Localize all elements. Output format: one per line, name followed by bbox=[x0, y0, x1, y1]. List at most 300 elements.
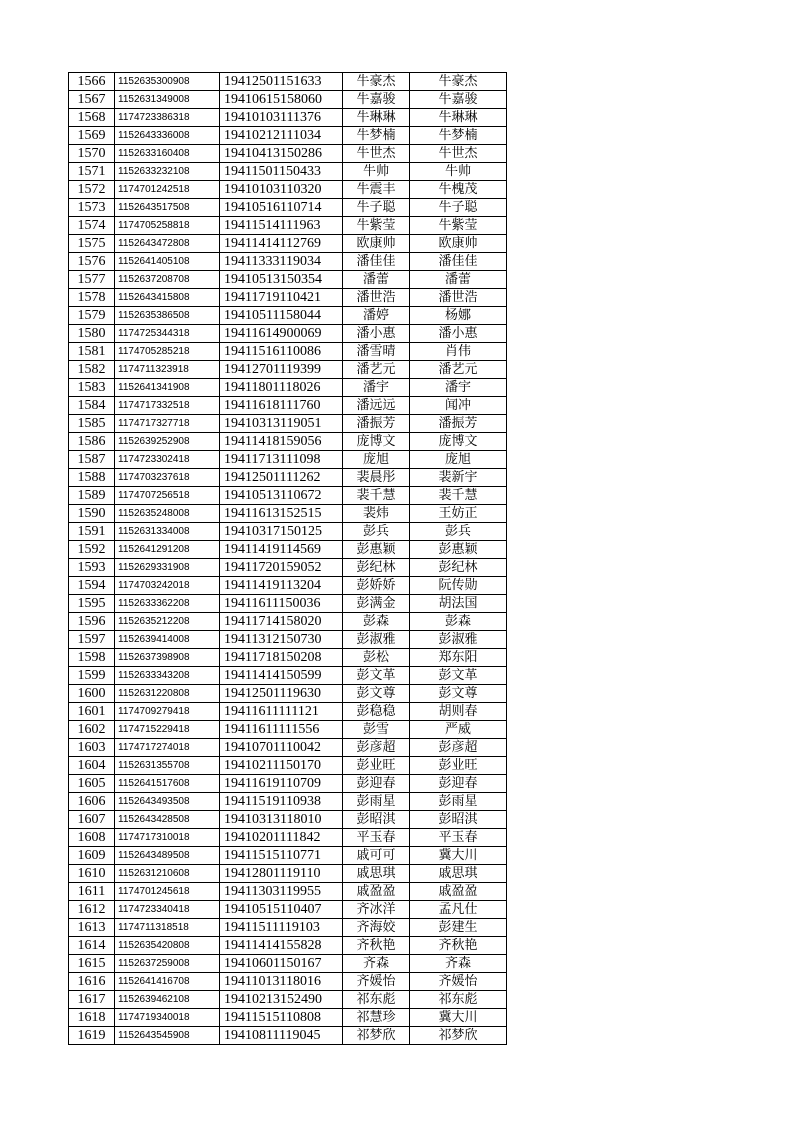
alt-name-cell: 庞博文 bbox=[410, 433, 507, 451]
name-cell: 彭稳稳 bbox=[343, 703, 410, 721]
alt-name-cell: 齐秋艳 bbox=[410, 937, 507, 955]
code-cell: 1174717310018 bbox=[115, 829, 220, 847]
table-row bbox=[69, 883, 507, 901]
code-cell: 1152631355708 bbox=[115, 757, 220, 775]
table-row bbox=[69, 649, 507, 667]
code-cell: 1174719340018 bbox=[115, 1009, 220, 1027]
name-cell: 戚盈盈 bbox=[343, 883, 410, 901]
name-cell: 潘婷 bbox=[343, 307, 410, 325]
code-cell: 1152643517508 bbox=[115, 199, 220, 217]
alt-name-cell: 彭森 bbox=[410, 613, 507, 631]
seq-number-cell: 1583 bbox=[69, 379, 115, 397]
seq-number-cell: 1587 bbox=[69, 451, 115, 469]
exam-number-cell: 19410511158044 bbox=[220, 307, 343, 325]
exam-number-cell: 19410211150170 bbox=[220, 757, 343, 775]
alt-name-cell: 彭建生 bbox=[410, 919, 507, 937]
name-cell: 戚可可 bbox=[343, 847, 410, 865]
seq-number-cell: 1577 bbox=[69, 271, 115, 289]
code-cell: 1174717327718 bbox=[115, 415, 220, 433]
code-cell: 1174701242518 bbox=[115, 181, 220, 199]
exam-number-cell: 19412501151633 bbox=[220, 73, 343, 91]
alt-name-cell: 潘宇 bbox=[410, 379, 507, 397]
alt-name-cell: 平玉春 bbox=[410, 829, 507, 847]
alt-name-cell: 裴新宇 bbox=[410, 469, 507, 487]
code-cell: 1174703242018 bbox=[115, 577, 220, 595]
alt-name-cell: 祁梦欣 bbox=[410, 1027, 507, 1045]
code-cell: 1152641405108 bbox=[115, 253, 220, 271]
seq-number-cell: 1617 bbox=[69, 991, 115, 1009]
table-row bbox=[69, 343, 507, 361]
exam-number-cell: 19411312150730 bbox=[220, 631, 343, 649]
name-cell: 齐森 bbox=[343, 955, 410, 973]
table-row bbox=[69, 433, 507, 451]
seq-number-cell: 1615 bbox=[69, 955, 115, 973]
name-cell: 裴千慧 bbox=[343, 487, 410, 505]
table-row bbox=[69, 901, 507, 919]
exam-number-cell: 19411418159056 bbox=[220, 433, 343, 451]
table-row bbox=[69, 667, 507, 685]
exam-number-cell: 19410103110320 bbox=[220, 181, 343, 199]
alt-name-cell: 彭纪林 bbox=[410, 559, 507, 577]
code-cell: 1174709279418 bbox=[115, 703, 220, 721]
exam-number-cell: 19410413150286 bbox=[220, 145, 343, 163]
exam-number-cell: 19411713111098 bbox=[220, 451, 343, 469]
seq-number-cell: 1611 bbox=[69, 883, 115, 901]
table-row bbox=[69, 811, 507, 829]
table-row bbox=[69, 559, 507, 577]
name-cell: 潘宇 bbox=[343, 379, 410, 397]
table-row bbox=[69, 91, 507, 109]
table-row bbox=[69, 199, 507, 217]
code-cell: 1174705285218 bbox=[115, 343, 220, 361]
alt-name-cell: 牛槐茂 bbox=[410, 181, 507, 199]
name-cell: 祁梦欣 bbox=[343, 1027, 410, 1045]
seq-number-cell: 1608 bbox=[69, 829, 115, 847]
seq-number-cell: 1595 bbox=[69, 595, 115, 613]
code-cell: 1152639252908 bbox=[115, 433, 220, 451]
name-cell: 彭松 bbox=[343, 649, 410, 667]
code-cell: 1152643493508 bbox=[115, 793, 220, 811]
seq-number-cell: 1598 bbox=[69, 649, 115, 667]
table-row bbox=[69, 541, 507, 559]
seq-number-cell: 1616 bbox=[69, 973, 115, 991]
exam-number-cell: 19411013118016 bbox=[220, 973, 343, 991]
exam-number-cell: 19411501150433 bbox=[220, 163, 343, 181]
seq-number-cell: 1602 bbox=[69, 721, 115, 739]
exam-number-cell: 19411515110771 bbox=[220, 847, 343, 865]
exam-number-cell: 19411414112769 bbox=[220, 235, 343, 253]
name-cell: 祁东彪 bbox=[343, 991, 410, 1009]
table-row bbox=[69, 379, 507, 397]
code-cell: 1152635300908 bbox=[115, 73, 220, 91]
code-cell: 1152641416708 bbox=[115, 973, 220, 991]
code-cell: 1174717274018 bbox=[115, 739, 220, 757]
seq-number-cell: 1576 bbox=[69, 253, 115, 271]
exam-number-cell: 19411303119955 bbox=[220, 883, 343, 901]
name-cell: 彭彦超 bbox=[343, 739, 410, 757]
exam-number-cell: 19410513110672 bbox=[220, 487, 343, 505]
table-row bbox=[69, 865, 507, 883]
code-cell: 1152643336008 bbox=[115, 127, 220, 145]
name-cell: 彭娇娇 bbox=[343, 577, 410, 595]
code-cell: 1174701245618 bbox=[115, 883, 220, 901]
code-cell: 1152643428508 bbox=[115, 811, 220, 829]
name-cell: 潘雪晴 bbox=[343, 343, 410, 361]
table-row bbox=[69, 757, 507, 775]
name-cell: 彭惠颖 bbox=[343, 541, 410, 559]
exam-number-cell: 19411801118026 bbox=[220, 379, 343, 397]
seq-number-cell: 1612 bbox=[69, 901, 115, 919]
exam-number-cell: 19411611150036 bbox=[220, 595, 343, 613]
table-row bbox=[69, 793, 507, 811]
alt-name-cell: 彭彦超 bbox=[410, 739, 507, 757]
alt-name-cell: 牛帅 bbox=[410, 163, 507, 181]
alt-name-cell: 郑东阳 bbox=[410, 649, 507, 667]
exam-number-cell: 19411714158020 bbox=[220, 613, 343, 631]
table-row bbox=[69, 721, 507, 739]
name-cell: 牛豪杰 bbox=[343, 73, 410, 91]
table-row bbox=[69, 469, 507, 487]
exam-number-cell: 19412801119110 bbox=[220, 865, 343, 883]
table-row bbox=[69, 505, 507, 523]
seq-number-cell: 1585 bbox=[69, 415, 115, 433]
table-row bbox=[69, 109, 507, 127]
seq-number-cell: 1607 bbox=[69, 811, 115, 829]
table-row bbox=[69, 685, 507, 703]
name-cell: 彭森 bbox=[343, 613, 410, 631]
seq-number-cell: 1599 bbox=[69, 667, 115, 685]
exam-number-cell: 19410103111376 bbox=[220, 109, 343, 127]
name-cell: 齐冰洋 bbox=[343, 901, 410, 919]
name-cell: 彭雪 bbox=[343, 721, 410, 739]
name-cell: 潘艺元 bbox=[343, 361, 410, 379]
table-row bbox=[69, 127, 507, 145]
code-cell: 1174723340418 bbox=[115, 901, 220, 919]
seq-number-cell: 1588 bbox=[69, 469, 115, 487]
exam-number-cell: 19412501111262 bbox=[220, 469, 343, 487]
name-cell: 牛琳琳 bbox=[343, 109, 410, 127]
seq-number-cell: 1610 bbox=[69, 865, 115, 883]
code-cell: 1152631220808 bbox=[115, 685, 220, 703]
name-cell: 彭迎春 bbox=[343, 775, 410, 793]
exam-number-cell: 19410213152490 bbox=[220, 991, 343, 1009]
table-row bbox=[69, 289, 507, 307]
alt-name-cell: 阮传勋 bbox=[410, 577, 507, 595]
seq-number-cell: 1613 bbox=[69, 919, 115, 937]
code-cell: 1152635248008 bbox=[115, 505, 220, 523]
exam-number-cell: 19410201111842 bbox=[220, 829, 343, 847]
seq-number-cell: 1573 bbox=[69, 199, 115, 217]
seq-number-cell: 1581 bbox=[69, 343, 115, 361]
table-row bbox=[69, 523, 507, 541]
exam-number-cell: 19411519110938 bbox=[220, 793, 343, 811]
name-cell: 牛世杰 bbox=[343, 145, 410, 163]
seq-number-cell: 1618 bbox=[69, 1009, 115, 1027]
code-cell: 1174717332518 bbox=[115, 397, 220, 415]
name-cell: 齐海姣 bbox=[343, 919, 410, 937]
alt-name-cell: 杨娜 bbox=[410, 307, 507, 325]
code-cell: 1152631210608 bbox=[115, 865, 220, 883]
alt-name-cell: 潘振芳 bbox=[410, 415, 507, 433]
code-cell: 1152635386508 bbox=[115, 307, 220, 325]
table-row bbox=[69, 829, 507, 847]
seq-number-cell: 1600 bbox=[69, 685, 115, 703]
code-cell: 1174711318518 bbox=[115, 919, 220, 937]
alt-name-cell: 彭淑雅 bbox=[410, 631, 507, 649]
alt-name-cell: 牛豪杰 bbox=[410, 73, 507, 91]
table-row bbox=[69, 955, 507, 973]
seq-number-cell: 1572 bbox=[69, 181, 115, 199]
exam-number-cell: 19411618111760 bbox=[220, 397, 343, 415]
exam-number-cell: 19410515110407 bbox=[220, 901, 343, 919]
alt-name-cell: 严威 bbox=[410, 721, 507, 739]
alt-name-cell: 孟凡仕 bbox=[410, 901, 507, 919]
exam-number-cell: 19411613152515 bbox=[220, 505, 343, 523]
exam-number-cell: 19410317150125 bbox=[220, 523, 343, 541]
exam-number-cell: 19411619110709 bbox=[220, 775, 343, 793]
table-row bbox=[69, 631, 507, 649]
table-row bbox=[69, 451, 507, 469]
code-cell: 1152643545908 bbox=[115, 1027, 220, 1045]
name-cell: 裴炜 bbox=[343, 505, 410, 523]
table-row bbox=[69, 973, 507, 991]
table-row bbox=[69, 145, 507, 163]
code-cell: 1174723386318 bbox=[115, 109, 220, 127]
seq-number-cell: 1603 bbox=[69, 739, 115, 757]
table-row bbox=[69, 487, 507, 505]
seq-number-cell: 1597 bbox=[69, 631, 115, 649]
table-row bbox=[69, 739, 507, 757]
code-cell: 1174703237618 bbox=[115, 469, 220, 487]
code-cell: 1152637208708 bbox=[115, 271, 220, 289]
seq-number-cell: 1586 bbox=[69, 433, 115, 451]
name-cell: 牛子聪 bbox=[343, 199, 410, 217]
alt-name-cell: 牛梦楠 bbox=[410, 127, 507, 145]
table-row bbox=[69, 163, 507, 181]
exam-number-cell: 19411414155828 bbox=[220, 937, 343, 955]
seq-number-cell: 1604 bbox=[69, 757, 115, 775]
seq-number-cell: 1584 bbox=[69, 397, 115, 415]
name-cell: 潘佳佳 bbox=[343, 253, 410, 271]
code-cell: 1152641291208 bbox=[115, 541, 220, 559]
table-row bbox=[69, 73, 507, 91]
alt-name-cell: 彭迎春 bbox=[410, 775, 507, 793]
code-cell: 1152639414008 bbox=[115, 631, 220, 649]
name-cell: 平玉春 bbox=[343, 829, 410, 847]
seq-number-cell: 1596 bbox=[69, 613, 115, 631]
table-row bbox=[69, 937, 507, 955]
alt-name-cell: 齐森 bbox=[410, 955, 507, 973]
alt-name-cell: 彭文尊 bbox=[410, 685, 507, 703]
name-cell: 潘蕾 bbox=[343, 271, 410, 289]
name-cell: 彭业旺 bbox=[343, 757, 410, 775]
alt-name-cell: 庞旭 bbox=[410, 451, 507, 469]
name-cell: 裴晨彤 bbox=[343, 469, 410, 487]
seq-number-cell: 1589 bbox=[69, 487, 115, 505]
table-row bbox=[69, 1027, 507, 1045]
code-cell: 1152635212208 bbox=[115, 613, 220, 631]
name-cell: 齐媛怡 bbox=[343, 973, 410, 991]
alt-name-cell: 潘世浩 bbox=[410, 289, 507, 307]
table-row bbox=[69, 253, 507, 271]
code-cell: 1152633362208 bbox=[115, 595, 220, 613]
alt-name-cell: 潘佳佳 bbox=[410, 253, 507, 271]
table-row bbox=[69, 325, 507, 343]
table-row bbox=[69, 991, 507, 1009]
alt-name-cell: 牛紫莹 bbox=[410, 217, 507, 235]
alt-name-cell: 齐媛怡 bbox=[410, 973, 507, 991]
name-cell: 彭满金 bbox=[343, 595, 410, 613]
alt-name-cell: 彭雨星 bbox=[410, 793, 507, 811]
alt-name-cell: 戚思琪 bbox=[410, 865, 507, 883]
alt-name-cell: 彭惠颖 bbox=[410, 541, 507, 559]
seq-number-cell: 1578 bbox=[69, 289, 115, 307]
table-row bbox=[69, 703, 507, 721]
alt-name-cell: 欧康帅 bbox=[410, 235, 507, 253]
name-cell: 彭文尊 bbox=[343, 685, 410, 703]
exam-number-cell: 19412701119399 bbox=[220, 361, 343, 379]
code-cell: 1152637398908 bbox=[115, 649, 220, 667]
code-cell: 1152633232108 bbox=[115, 163, 220, 181]
alt-name-cell: 牛琳琳 bbox=[410, 109, 507, 127]
exam-number-cell: 19410615158060 bbox=[220, 91, 343, 109]
table-row bbox=[69, 235, 507, 253]
name-cell: 彭昭淇 bbox=[343, 811, 410, 829]
code-cell: 1152641517608 bbox=[115, 775, 220, 793]
name-cell: 牛震丰 bbox=[343, 181, 410, 199]
name-cell: 欧康帅 bbox=[343, 235, 410, 253]
exam-number-cell: 19411720159052 bbox=[220, 559, 343, 577]
seq-number-cell: 1614 bbox=[69, 937, 115, 955]
exam-number-cell: 19410601150167 bbox=[220, 955, 343, 973]
table-row bbox=[69, 1009, 507, 1027]
code-cell: 1152629331908 bbox=[115, 559, 220, 577]
exam-number-cell: 19411511119103 bbox=[220, 919, 343, 937]
exam-number-cell: 19411514111963 bbox=[220, 217, 343, 235]
seq-number-cell: 1567 bbox=[69, 91, 115, 109]
table-row bbox=[69, 181, 507, 199]
seq-number-cell: 1619 bbox=[69, 1027, 115, 1045]
name-cell: 庞博文 bbox=[343, 433, 410, 451]
name-cell: 祁慧珍 bbox=[343, 1009, 410, 1027]
name-cell: 齐秋艳 bbox=[343, 937, 410, 955]
alt-name-cell: 闻冲 bbox=[410, 397, 507, 415]
seq-number-cell: 1601 bbox=[69, 703, 115, 721]
alt-name-cell: 牛世杰 bbox=[410, 145, 507, 163]
exam-number-cell: 19411515110808 bbox=[220, 1009, 343, 1027]
seq-number-cell: 1579 bbox=[69, 307, 115, 325]
alt-name-cell: 牛子聪 bbox=[410, 199, 507, 217]
roster-table-body bbox=[69, 73, 507, 1045]
exam-number-cell: 19411614900069 bbox=[220, 325, 343, 343]
table-row bbox=[69, 595, 507, 613]
table-row bbox=[69, 577, 507, 595]
code-cell: 1174715229418 bbox=[115, 721, 220, 739]
code-cell: 1174725344318 bbox=[115, 325, 220, 343]
name-cell: 戚思琪 bbox=[343, 865, 410, 883]
code-cell: 1174711323918 bbox=[115, 361, 220, 379]
exam-number-cell: 19411419114569 bbox=[220, 541, 343, 559]
alt-name-cell: 彭业旺 bbox=[410, 757, 507, 775]
table-row bbox=[69, 919, 507, 937]
exam-number-cell: 19410313118010 bbox=[220, 811, 343, 829]
seq-number-cell: 1606 bbox=[69, 793, 115, 811]
name-cell: 牛帅 bbox=[343, 163, 410, 181]
exam-number-cell: 19411718150208 bbox=[220, 649, 343, 667]
code-cell: 1152643472808 bbox=[115, 235, 220, 253]
code-cell: 1152641341908 bbox=[115, 379, 220, 397]
exam-number-cell: 19410313119051 bbox=[220, 415, 343, 433]
table-row bbox=[69, 217, 507, 235]
name-cell: 彭雨星 bbox=[343, 793, 410, 811]
code-cell: 1152633160408 bbox=[115, 145, 220, 163]
table-row bbox=[69, 361, 507, 379]
exam-number-cell: 19411419113204 bbox=[220, 577, 343, 595]
name-cell: 彭文革 bbox=[343, 667, 410, 685]
alt-name-cell: 胡法国 bbox=[410, 595, 507, 613]
alt-name-cell: 肖伟 bbox=[410, 343, 507, 361]
name-cell: 彭淑雅 bbox=[343, 631, 410, 649]
seq-number-cell: 1591 bbox=[69, 523, 115, 541]
table-row bbox=[69, 271, 507, 289]
code-cell: 1152643489508 bbox=[115, 847, 220, 865]
name-cell: 牛紫莹 bbox=[343, 217, 410, 235]
code-cell: 1152635420808 bbox=[115, 937, 220, 955]
seq-number-cell: 1570 bbox=[69, 145, 115, 163]
table-row bbox=[69, 775, 507, 793]
exam-number-cell: 19411516110086 bbox=[220, 343, 343, 361]
seq-number-cell: 1605 bbox=[69, 775, 115, 793]
exam-number-cell: 19412501119630 bbox=[220, 685, 343, 703]
alt-name-cell: 祁东彪 bbox=[410, 991, 507, 1009]
seq-number-cell: 1609 bbox=[69, 847, 115, 865]
name-cell: 潘小惠 bbox=[343, 325, 410, 343]
table-row bbox=[69, 847, 507, 865]
exam-number-cell: 19410701110042 bbox=[220, 739, 343, 757]
name-cell: 潘振芳 bbox=[343, 415, 410, 433]
table-row bbox=[69, 397, 507, 415]
code-cell: 1152631349008 bbox=[115, 91, 220, 109]
exam-number-cell: 19410212111034 bbox=[220, 127, 343, 145]
exam-number-cell: 19411611111556 bbox=[220, 721, 343, 739]
code-cell: 1152643415808 bbox=[115, 289, 220, 307]
table-row bbox=[69, 307, 507, 325]
code-cell: 1152639462108 bbox=[115, 991, 220, 1009]
seq-number-cell: 1593 bbox=[69, 559, 115, 577]
seq-number-cell: 1590 bbox=[69, 505, 115, 523]
name-cell: 彭兵 bbox=[343, 523, 410, 541]
seq-number-cell: 1569 bbox=[69, 127, 115, 145]
seq-number-cell: 1568 bbox=[69, 109, 115, 127]
alt-name-cell: 彭兵 bbox=[410, 523, 507, 541]
exam-number-cell: 19410811119045 bbox=[220, 1027, 343, 1045]
exam-number-cell: 19411414150599 bbox=[220, 667, 343, 685]
exam-number-cell: 19411719110421 bbox=[220, 289, 343, 307]
name-cell: 潘世浩 bbox=[343, 289, 410, 307]
alt-name-cell: 潘小惠 bbox=[410, 325, 507, 343]
seq-number-cell: 1571 bbox=[69, 163, 115, 181]
exam-number-cell: 19411611111121 bbox=[220, 703, 343, 721]
name-cell: 潘远远 bbox=[343, 397, 410, 415]
code-cell: 1174705258818 bbox=[115, 217, 220, 235]
alt-name-cell: 彭昭淇 bbox=[410, 811, 507, 829]
seq-number-cell: 1592 bbox=[69, 541, 115, 559]
alt-name-cell: 王妨正 bbox=[410, 505, 507, 523]
exam-number-cell: 19410513150354 bbox=[220, 271, 343, 289]
alt-name-cell: 潘艺元 bbox=[410, 361, 507, 379]
exam-number-cell: 19410516110714 bbox=[220, 199, 343, 217]
code-cell: 1152633343208 bbox=[115, 667, 220, 685]
